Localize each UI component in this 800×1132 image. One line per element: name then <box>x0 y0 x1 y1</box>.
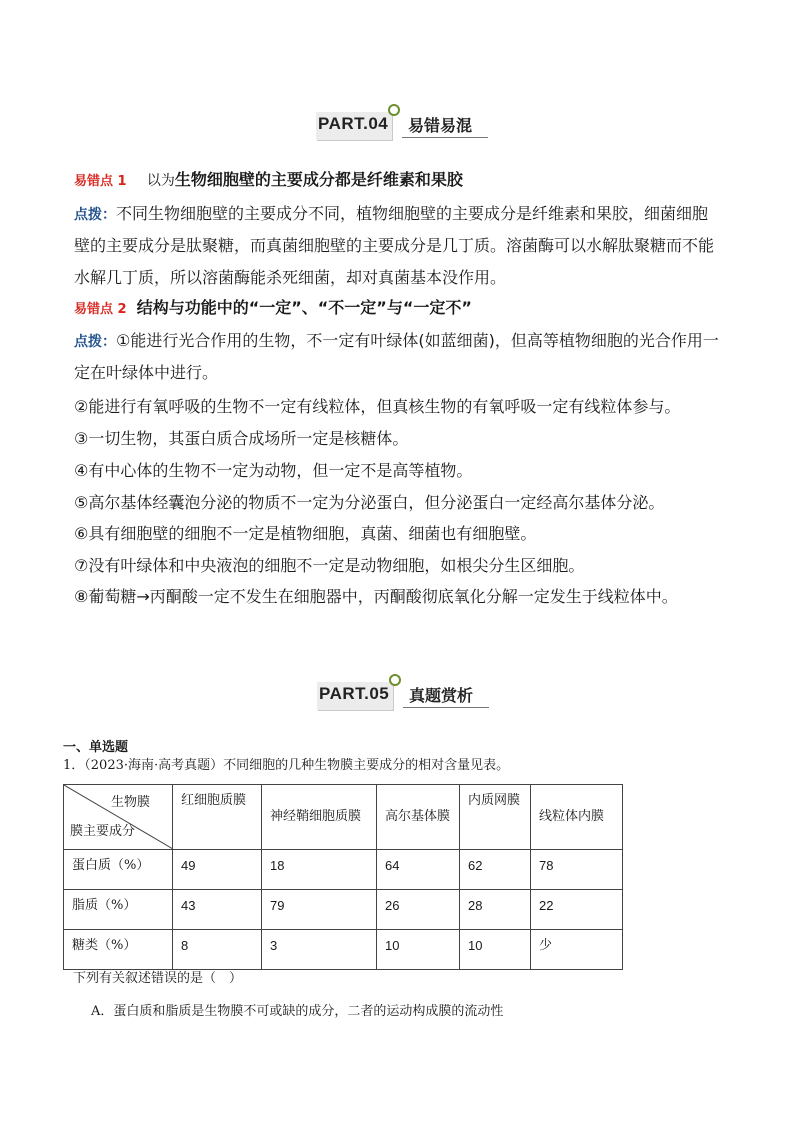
error1-hint-line-3: 水解几丁质，所以溶菌酶能杀死细菌，却对真菌基本没作用。 <box>74 268 507 287</box>
option-a[interactable]: A．蛋白质和脂质是生物膜不可或缺的成分，二者的运动构成膜的流动性 <box>91 1004 504 1019</box>
part05-title: 真题赏析 <box>409 686 474 705</box>
table-row <box>64 850 623 890</box>
question-stem: 1．（2023·海南·高考真题）不同细胞的几种生物膜主要成分的相对含量见表。 <box>63 758 510 773</box>
table-cell: 78 <box>531 850 623 890</box>
error2-hint-text: ①能进行光合作用的生物，不一定有叶绿体(如蓝细菌)，但高等植物细胞的光合作用一 <box>116 331 719 350</box>
table-cell: 62 <box>460 850 531 890</box>
table-cell: 18 <box>262 850 377 890</box>
part05-underline <box>403 707 489 708</box>
membrane-table <box>63 784 623 970</box>
error1-hint-line-2: 壁的主要成分是肽聚糖，而真菌细胞壁的主要成分是几丁质。溶菌酶可以水解肽聚糖而不能 <box>74 236 715 255</box>
error2-tag: 易错点 2 <box>74 302 127 317</box>
column-header: 线粒体内膜 <box>531 785 623 850</box>
table-cell: 10 <box>377 930 460 970</box>
error2-title: 结构与功能中的“一定”、“不一定”与“一定不” <box>136 298 472 317</box>
error1-hint-text: 不同生物细胞壁的主要成分不同，植物细胞壁的主要成分是纤维素和果胶，细菌细胞 <box>116 204 709 223</box>
table-cell: 26 <box>377 890 460 930</box>
ring-icon <box>388 104 400 116</box>
table-cell: 10 <box>460 930 531 970</box>
error2-hint-line-2: 定在叶绿体中进行。 <box>74 363 219 382</box>
error2-hint-line-6: ⑤高尔基体经囊泡分泌的物质不一定为分泌蛋白，但分泌蛋白一定经高尔基体分泌。 <box>74 493 665 512</box>
error1-heading <box>74 170 463 192</box>
error1-hint-line-1 <box>74 204 708 225</box>
table-corner-cell <box>64 785 173 850</box>
corner-label-bottom: 膜主要成分 <box>70 824 136 839</box>
part04-header <box>316 112 496 152</box>
part05-label: PART.05 <box>319 684 390 703</box>
column-header: 神经鞘细胞质膜 <box>262 785 377 850</box>
table-cell: 22 <box>531 890 623 930</box>
error2-hint-line-8: ⑦没有叶绿体和中央液泡的细胞不一定是动物细胞，如根尖分生区细胞。 <box>74 556 585 575</box>
row-label: 脂质（%） <box>64 890 173 930</box>
error1-tag: 易错点 1 <box>74 174 127 189</box>
part04-underline <box>402 137 488 138</box>
table-row <box>64 890 623 930</box>
table-header-row <box>64 785 623 850</box>
error2-hint-line-3: ②能进行有氧呼吸的生物不一定有线粒体，但真核生物的有氧呼吸一定有线粒体参与。 <box>74 397 681 416</box>
error2-hint-line-1 <box>74 331 719 352</box>
table-cell: 64 <box>377 850 460 890</box>
error2-hint-line-5: ④有中心体的生物不一定为动物，但一定不是高等植物。 <box>74 461 473 480</box>
table-cell: 8 <box>173 930 262 970</box>
error1-prefix: 以为 <box>146 173 175 189</box>
part04-title: 易错易混 <box>408 116 473 135</box>
error1-hint-label: 点拨： <box>74 207 116 223</box>
column-header: 高尔基体膜 <box>377 785 460 850</box>
error2-hint-line-9: ⑧葡萄糖→丙酮酸一定不发生在细胞器中，丙酮酸彻底氧化分解一定发生于线粒体中。 <box>74 587 678 606</box>
ring-icon <box>389 674 401 686</box>
error2-hint-line-7: ⑥具有细胞壁的细胞不一定是植物细胞，真菌、细菌也有细胞壁。 <box>74 524 537 543</box>
error2-hint-label: 点拨： <box>74 334 116 350</box>
question-prompt: 下列有关叙述错误的是（ ） <box>73 971 243 986</box>
table-cell: 49 <box>173 850 262 890</box>
section-heading: 一、单选题 <box>63 740 129 755</box>
table-cell: 79 <box>262 890 377 930</box>
table-cell: 少 <box>531 930 623 970</box>
table-cell: 28 <box>460 890 531 930</box>
row-label: 蛋白质（%） <box>64 850 173 890</box>
error2-hint-line-4: ③一切生物，其蛋白质合成场所一定是核糖体。 <box>74 429 409 448</box>
part05-header <box>317 682 497 722</box>
table-cell: 43 <box>173 890 262 930</box>
error1-title: 生物细胞壁的主要成分都是纤维素和果胶 <box>174 170 463 189</box>
corner-label-top: 生物膜 <box>110 795 150 810</box>
table-cell: 3 <box>262 930 377 970</box>
row-label: 糖类（%） <box>64 930 173 970</box>
column-header: 红细胞质膜 <box>173 785 262 850</box>
error2-heading <box>74 298 472 320</box>
part04-label: PART.04 <box>318 114 389 133</box>
table-row <box>64 930 623 970</box>
column-header: 内质网膜 <box>460 785 531 850</box>
